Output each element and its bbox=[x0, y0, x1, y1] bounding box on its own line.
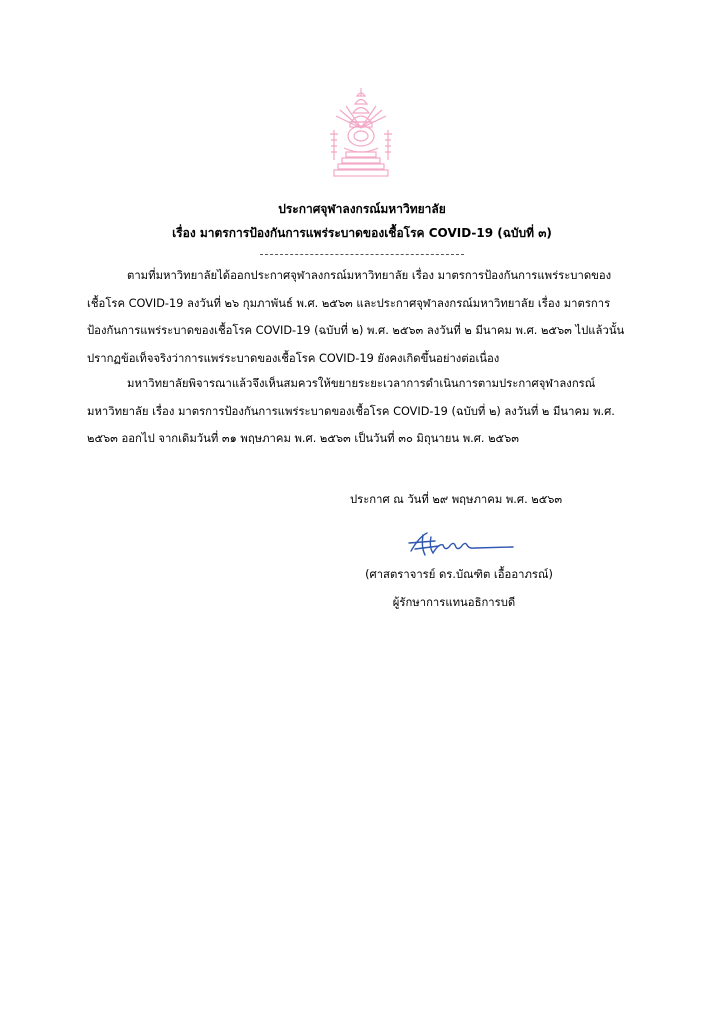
paragraph-line: มหาวิทยาลัยพิจารณาแล้วจึงเห็นสมควรให้ขยายระยะเวลาการดำเนินการตามประกาศจุฬาลงกรณ์ bbox=[127, 377, 596, 390]
body-paragraph-2 bbox=[87, 370, 639, 453]
signature-image bbox=[405, 529, 517, 559]
announcement-subject: เรื่อง มาตรการป้องกันการแพร่ระบาดของเชื้อโรค COVID-19 (ฉบับที่ ๓) bbox=[172, 226, 552, 240]
signer-name: (ศาสตราจารย์ ดร.บัณฑิต เอื้ออาภรณ์) bbox=[365, 568, 553, 581]
signer-title: ผู้รักษาการแทนอธิการบดี bbox=[392, 596, 516, 609]
paragraph-line: เชื้อโรค COVID-19 ลงวันที่ ๒๖ กุมภาพันธ์ พ.ศ. ๒๕๖๓ และประกาศจุฬาลงกรณ์มหาวิทยาลัย เรื่อง มาตรการ bbox=[87, 296, 611, 310]
paragraph-line: ป้องกันการแพร่ระบาดของเชื้อโรค COVID-19 (ฉบับที่ ๒) พ.ศ. ๒๕๖๓ ลงวันที่ ๒ มีนาคม พ.ศ. ๒๕๖๓ ไปแล้วนั้น bbox=[87, 324, 625, 337]
announcement-date: ประกาศ ณ วันที่ ๒๙ พฤษภาคม พ.ศ. ๒๕๖๓ bbox=[350, 493, 563, 506]
paragraph-line: ปรากฏข้อเท็จจริงว่าการแพร่ระบาดของเชื้อโรค COVID-19 ยังคงเกิดขึ้นอย่างต่อเนื่อง bbox=[87, 351, 500, 365]
announcement-title: ประกาศจุฬาลงกรณ์มหาวิทยาลัย bbox=[278, 202, 446, 216]
title-divider bbox=[260, 254, 464, 255]
paragraph-line: มหาวิทยาลัย เรื่อง มาตรการป้องกันการแพร่ระบาดของเชื้อโรค COVID-19 (ฉบับที่ ๒) ลงวันที่ ๒ มีนาคม พ.ศ. bbox=[87, 404, 615, 418]
chulalongkorn-emblem-icon bbox=[326, 86, 396, 178]
paragraph-line: ตามที่มหาวิทยาลัยได้ออกประกาศจุฬาลงกรณ์มหาวิทยาลัย เรื่อง มาตรการป้องกันการแพร่ระบาดของ bbox=[127, 269, 612, 282]
paragraph-line: ๒๕๖๓ ออกไป จากเดิมวันที่ ๓๑ พฤษภาคม พ.ศ. ๒๕๖๓ เป็นวันที่ ๓๐ มิถุนายน พ.ศ. ๒๕๖๓ bbox=[87, 432, 519, 445]
body-paragraph-1 bbox=[87, 262, 639, 372]
